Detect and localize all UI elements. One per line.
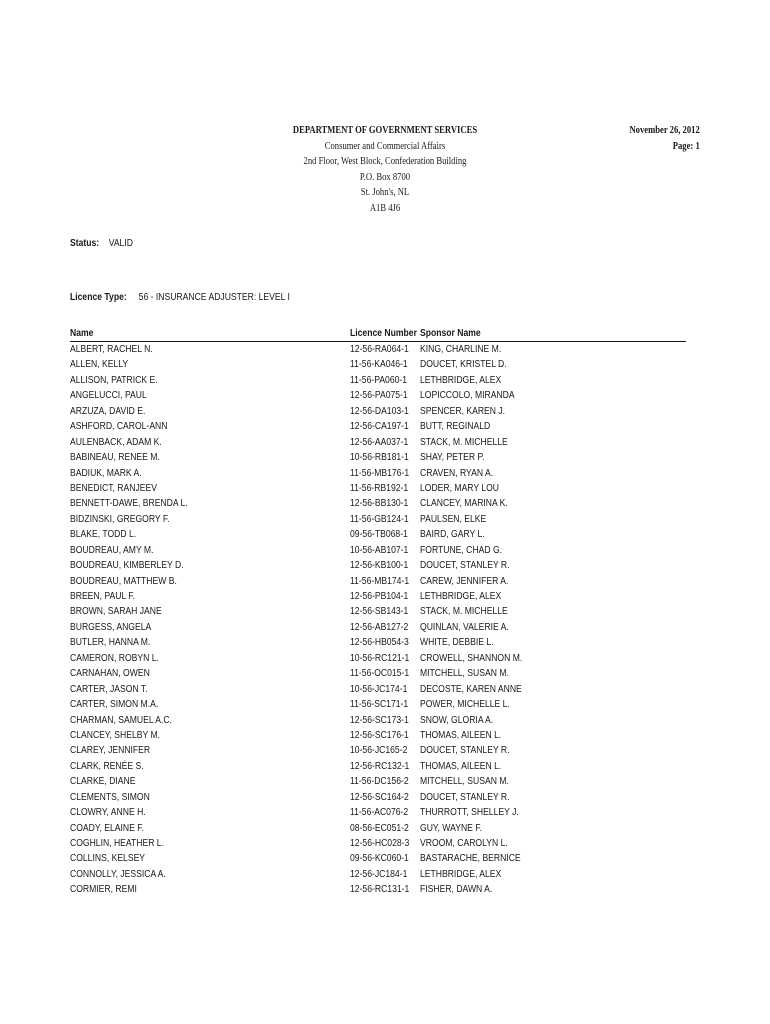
- table-cell-licence-number: 10-56-AB107-1: [350, 544, 409, 556]
- table-row: [70, 543, 686, 558]
- table-row: [70, 342, 686, 357]
- table-row: [70, 882, 686, 897]
- table-cell-name: BOUDREAU, KIMBERLEY D.: [70, 560, 184, 572]
- table-cell-name: CLOWRY, ANNE H.: [70, 807, 146, 819]
- table-cell-name: CHARMAN, SAMUEL A.C.: [70, 714, 172, 726]
- table-row: [70, 574, 686, 589]
- table-cell-licence-number: 12-56-HC028-3: [350, 838, 410, 849]
- table-cell-sponsor-name: KING, CHARLINE M.: [420, 344, 502, 355]
- report-date: November 26, 2012: [629, 125, 700, 136]
- table-cell-sponsor-name: PAULSEN, ELKE: [420, 513, 487, 525]
- table-cell-name: BREEN, PAUL F.: [70, 591, 135, 602]
- table-cell-licence-number: 11-56-OC015-1: [350, 668, 410, 680]
- table-cell-name: BROWN, SARAH JANE: [70, 606, 162, 618]
- table-row: [70, 404, 686, 419]
- table-cell-name: ALLISON, PATRICK E.: [70, 374, 158, 386]
- table-row: [70, 496, 686, 511]
- table-row: [70, 620, 686, 635]
- table-cell-name: BENNETT-DAWE, BRENDA L.: [70, 498, 188, 510]
- table-cell-licence-number: 11-56-GB124-1: [350, 513, 409, 525]
- table-cell-sponsor-name: LETHBRIDGE, ALEX: [420, 591, 502, 602]
- table-row: [70, 682, 686, 697]
- table-cell-sponsor-name: BAIRD, GARY L.: [420, 529, 485, 541]
- table-cell-sponsor-name: SNOW, GLORIA A.: [420, 714, 494, 726]
- table-cell-name: BURGESS, ANGELA: [70, 621, 152, 633]
- licence-type-row: [70, 292, 290, 303]
- table-cell-sponsor-name: POWER, MICHELLE L.: [420, 699, 510, 711]
- table-cell-name: CLARKE, DIANE: [70, 776, 136, 788]
- table-cell-name: CORMIER, REMI: [70, 884, 137, 896]
- table-row: [70, 805, 686, 820]
- table-cell-licence-number: 12-56-PA075-1: [350, 390, 408, 402]
- table-row: [70, 759, 686, 774]
- table-cell-name: BOUDREAU, MATTHEW B.: [70, 575, 177, 587]
- table-row: [70, 635, 686, 650]
- table-row: [70, 743, 686, 758]
- table-cell-licence-number: 08-56-EC051-2: [350, 822, 409, 834]
- table-cell-licence-number: 10-56-RC121-1: [350, 652, 410, 664]
- table-row: [70, 604, 686, 619]
- department-name: DEPARTMENT OF GOVERNMENT SERVICES: [292, 125, 478, 136]
- table-cell-name: BADIUK, MARK A.: [70, 467, 142, 479]
- table-cell-sponsor-name: VROOM, CAROLYN L.: [420, 838, 508, 849]
- table-cell-licence-number: 11-56-MB174-1: [350, 575, 410, 587]
- table-cell-sponsor-name: CROWELL, SHANNON M.: [420, 652, 523, 664]
- table-cell-licence-number: 12-56-RA064-1: [350, 344, 409, 355]
- table-cell-licence-number: 09-56-KC060-1: [350, 853, 409, 865]
- table-cell-name: CLANCEY, SHELBY M.: [70, 729, 161, 741]
- table-cell-sponsor-name: WHITE, DEBBIE L.: [420, 637, 494, 649]
- table-cell-sponsor-name: FISHER, DAWN A.: [420, 884, 493, 896]
- table-cell-sponsor-name: SPENCER, KAREN J.: [420, 405, 506, 417]
- column-header-licence-number: Licence Number: [350, 328, 417, 339]
- table-row: [70, 666, 686, 681]
- table-cell-name: CLARK, RENÉE S.: [70, 760, 144, 772]
- table-cell-sponsor-name: GUY, WAYNE F.: [420, 822, 482, 834]
- table-cell-licence-number: 12-56-SC164-2: [350, 791, 409, 803]
- table-row: [70, 527, 686, 542]
- table-cell-sponsor-name: BUTT, REGINALD: [420, 421, 491, 433]
- table-cell-licence-number: 12-56-SB143-1: [350, 606, 409, 618]
- table-cell-licence-number: 11-56-PA060-1: [350, 374, 408, 386]
- division-name: Consumer and Commercial Affairs: [324, 140, 446, 152]
- table-cell-licence-number: 11-56-MB176-1: [350, 467, 410, 479]
- table-row: [70, 357, 686, 372]
- licence-type-value: 56 - INSURANCE ADJUSTER: LEVEL I: [138, 292, 290, 303]
- table-cell-licence-number: 10-56-JC174-1: [350, 683, 408, 695]
- table-cell-sponsor-name: STACK, M. MICHELLE: [420, 606, 508, 618]
- table-row: [70, 558, 686, 573]
- table-cell-name: CARTER, JASON T.: [70, 683, 148, 695]
- table-cell-sponsor-name: LETHBRIDGE, ALEX: [420, 374, 502, 386]
- page-number: Page: 1: [673, 140, 700, 152]
- table-cell-name: ARZUZA, DAVID E.: [70, 405, 146, 417]
- table-row: [70, 419, 686, 434]
- table-cell-sponsor-name: MITCHELL, SUSAN M.: [420, 668, 509, 680]
- table-cell-name: ALBERT, RACHEL N.: [70, 344, 153, 355]
- table-cell-licence-number: 12-56-AA037-1: [350, 436, 409, 448]
- table-cell-sponsor-name: DECOSTE, KAREN ANNE: [420, 683, 522, 695]
- table-cell-name: COADY, ELAINE F.: [70, 822, 144, 834]
- table-row: [70, 821, 686, 836]
- table-header: [70, 327, 686, 342]
- table-cell-licence-number: 12-56-PB104-1: [350, 591, 409, 602]
- table-cell-licence-number: 11-56-RB192-1: [350, 482, 409, 494]
- table-cell-name: BIDZINSKI, GREGORY F.: [70, 513, 170, 525]
- table-cell-sponsor-name: LOPICCOLO, MIRANDA: [420, 390, 515, 402]
- table-cell-licence-number: 11-56-KA046-1: [350, 359, 408, 371]
- table-cell-sponsor-name: THOMAS, AILEEN L.: [420, 760, 502, 772]
- table-cell-licence-number: 12-56-BB130-1: [350, 498, 409, 510]
- table-cell-name: ALLEN, KELLY: [70, 359, 129, 371]
- report-date-block: [618, 123, 700, 154]
- table-cell-name: BENEDICT, RANJEEV: [70, 482, 157, 494]
- table-cell-sponsor-name: SHAY, PETER P.: [420, 452, 485, 464]
- licence-type-label: Licence Type:: [70, 292, 127, 303]
- table-cell-sponsor-name: CRAVEN, RYAN A.: [420, 467, 494, 479]
- table-cell-name: BLAKE, TODD L.: [70, 529, 137, 541]
- table-row: [70, 481, 686, 496]
- table-cell-sponsor-name: LODER, MARY LOU: [420, 482, 500, 494]
- address-line-2: P.O. Box 8700: [359, 171, 411, 183]
- table-cell-licence-number: 09-56-TB068-1: [350, 529, 408, 541]
- table-cell-name: CARNAHAN, OWEN: [70, 668, 150, 680]
- table-cell-licence-number: 12-56-AB127-2: [350, 621, 409, 633]
- status-row: [70, 238, 133, 249]
- column-header-name: Name: [70, 328, 94, 339]
- table-row: [70, 836, 686, 851]
- table-body: [70, 342, 686, 898]
- table-cell-licence-number: 12-56-RC131-1: [350, 884, 410, 896]
- table-row: [70, 512, 686, 527]
- table-cell-licence-number: 12-56-SC176-1: [350, 729, 409, 741]
- table-row: [70, 388, 686, 403]
- table-cell-sponsor-name: THOMAS, AILEEN L.: [420, 729, 502, 741]
- table-cell-licence-number: 12-56-DA103-1: [350, 405, 409, 417]
- letterhead: [270, 123, 500, 216]
- table-cell-sponsor-name: MITCHELL, SUSAN M.: [420, 776, 509, 788]
- table-cell-licence-number: 11-56-SC171-1: [350, 699, 409, 711]
- table-cell-name: BABINEAU, RENEE M.: [70, 452, 160, 464]
- table-cell-name: COGHLIN, HEATHER L.: [70, 838, 164, 849]
- table-cell-sponsor-name: DOUCET, STANLEY R.: [420, 560, 510, 572]
- table-cell-licence-number: 12-56-JC184-1: [350, 868, 408, 880]
- table-cell-name: COLLINS, KELSEY: [70, 853, 146, 865]
- table-row: [70, 450, 686, 465]
- table-cell-name: CLEMENTS, SIMON: [70, 791, 150, 803]
- table-row: [70, 867, 686, 882]
- table-cell-name: BOUDREAU, AMY M.: [70, 544, 154, 556]
- table-cell-licence-number: 12-56-KB100-1: [350, 560, 409, 572]
- table-row: [70, 373, 686, 388]
- column-header-sponsor-name: Sponsor Name: [420, 328, 481, 339]
- table-cell-name: CARTER, SIMON M.A.: [70, 699, 159, 711]
- table-row: [70, 728, 686, 743]
- table-cell-licence-number: 11-56-AC076-2: [350, 807, 409, 819]
- table-row: [70, 774, 686, 789]
- address-postal-code: A1B 4J6: [369, 202, 401, 214]
- table-cell-name: ANGELUCCI, PAUL: [70, 390, 147, 402]
- table-cell-sponsor-name: CAREW, JENNIFER A.: [420, 575, 509, 587]
- table-cell-licence-number: 12-56-RC132-1: [350, 760, 410, 772]
- table-row: [70, 713, 686, 728]
- table-cell-licence-number: 12-56-SC173-1: [350, 714, 409, 726]
- table-cell-sponsor-name: THURROTT, SHELLEY J.: [420, 807, 519, 819]
- table-cell-sponsor-name: DOUCET, KRISTEL D.: [420, 359, 507, 371]
- table-row: [70, 589, 686, 604]
- licensee-table: [70, 327, 686, 898]
- table-cell-name: ASHFORD, CAROL-ANN: [70, 421, 168, 433]
- status-value: VALID: [108, 238, 133, 249]
- table-cell-sponsor-name: STACK, M. MICHELLE: [420, 436, 508, 448]
- table-cell-sponsor-name: BASTARACHE, BERNICE: [420, 853, 521, 865]
- address-city: St. John's, NL: [360, 187, 410, 198]
- table-cell-sponsor-name: CLANCEY, MARINA K.: [420, 498, 508, 510]
- table-cell-name: CLAREY, JENNIFER: [70, 745, 151, 757]
- table-cell-licence-number: 10-56-JC165-2: [350, 745, 408, 757]
- table-cell-licence-number: 12-56-HB054-3: [350, 637, 409, 649]
- table-row: [70, 851, 686, 866]
- table-row: [70, 697, 686, 712]
- table-cell-sponsor-name: FORTUNE, CHAD G.: [420, 544, 503, 556]
- table-cell-sponsor-name: DOUCET, STANLEY R.: [420, 791, 510, 803]
- table-cell-sponsor-name: QUINLAN, VALERIE A.: [420, 621, 509, 633]
- table-row: [70, 790, 686, 805]
- table-row: [70, 651, 686, 666]
- table-row: [70, 435, 686, 450]
- table-cell-sponsor-name: DOUCET, STANLEY R.: [420, 745, 510, 757]
- table-cell-name: BUTLER, HANNA M.: [70, 637, 151, 649]
- status-label: Status:: [70, 238, 100, 249]
- table-cell-name: CAMERON, ROBYN L.: [70, 652, 159, 664]
- table-cell-name: AULENBACK, ADAM K.: [70, 436, 162, 448]
- table-cell-licence-number: 12-56-CA197-1: [350, 421, 409, 433]
- table-cell-licence-number: 11-56-DC156-2: [350, 776, 409, 788]
- table-cell-licence-number: 10-56-RB181-1: [350, 452, 409, 464]
- table-cell-sponsor-name: LETHBRIDGE, ALEX: [420, 868, 502, 880]
- table-row: [70, 466, 686, 481]
- address-line-1: 2nd Floor, West Block, Confederation Building: [303, 156, 467, 167]
- table-cell-name: CONNOLLY, JESSICA A.: [70, 868, 166, 880]
